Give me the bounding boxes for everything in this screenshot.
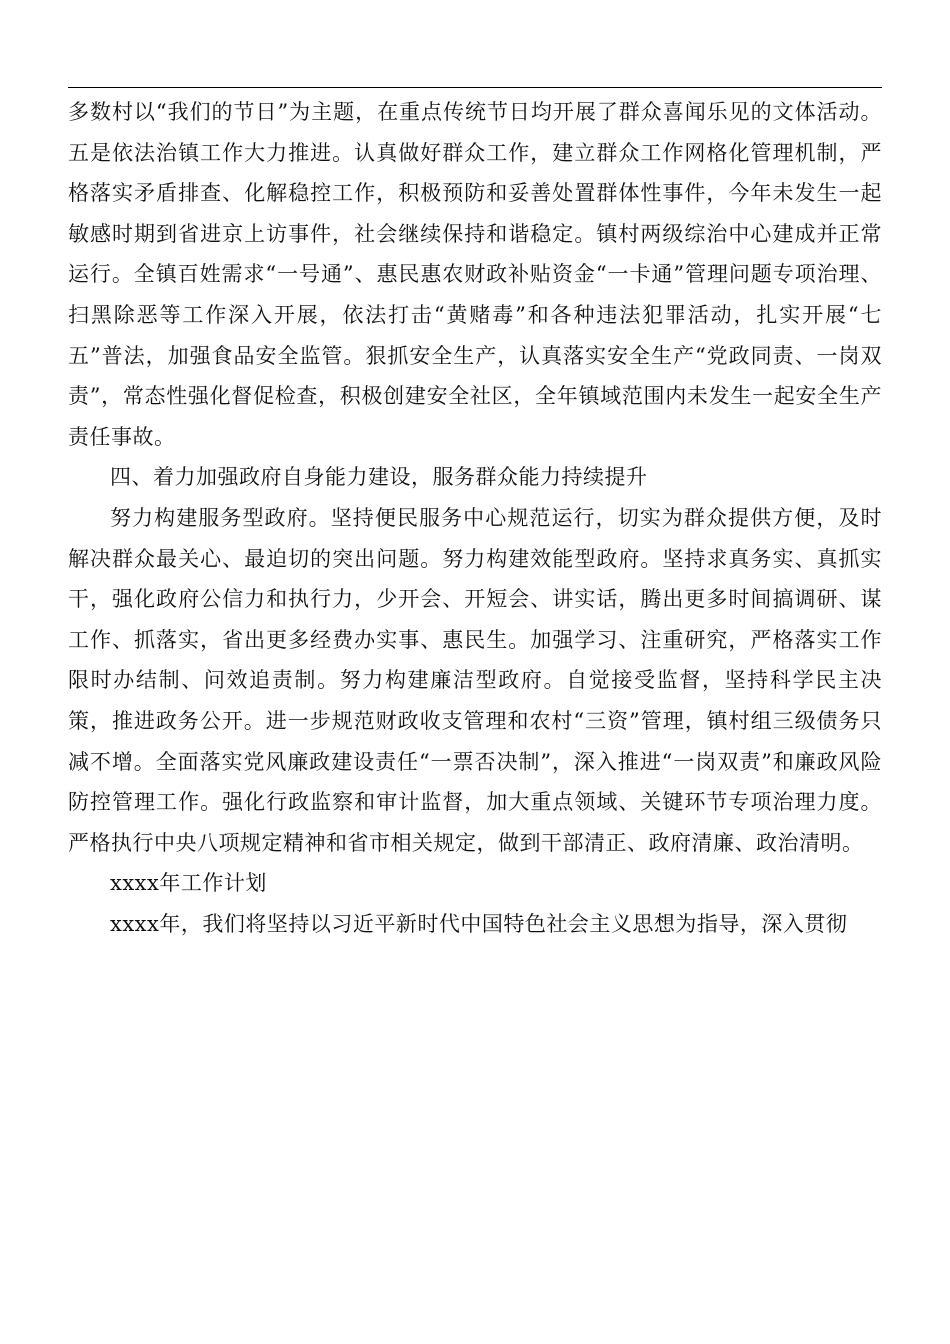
header-rule: [68, 87, 882, 88]
document-body: [68, 92, 882, 944]
section-heading-government-capacity: 四、着力加强政府自身能力建设，服务群众能力持续提升: [110, 465, 648, 490]
paragraph-service-oriented-government: 努力构建服务型政府。坚持便民服务中心规范运行，切实为群众提供方便，及时解决群众最关心、最迫切的突出问题。努力构建效能型政府。坚持求真务实、真抓实干，强化政府公信力和执行力，少开会、开短会、讲实话，腾出更多时间搞调研、谋工作、抓落实，省出更多经费办实事、惠民生。加强学习、注重研究，严格落实工作限时办结制、问效追责制。努力构建廉洁型政府。自觉接受监督，坚持科学民主决策，推进政务公开。进一步规范财政收支管理和农村“三资”管理，镇村组三级债务只减不增。全面落实党风廉政建设责任“一票否决制”，深入推进“一岗双责”和廉政风险防控管理工作。强化行政监察和审计监督，加大重点领域、关键环节专项治理力度。严格执行中央八项规定精神和省市相关规定，做到干部清正、政府清廉、政治清明。: [68, 505, 882, 855]
section-heading-work-plan: xxxx年工作计划: [110, 871, 267, 896]
paragraph-work-plan-intro: xxxx年，我们将坚持以习近平新时代中国特色社会主义思想为指导，深入贯彻: [110, 911, 848, 936]
paragraph-village-festivals-and-rule-of-law: 多数村以“我们的节日”为主题，在重点传统节日均开展了群众喜闻乐见的文体活动。五是依法治镇工作大力推进。认真做好群众工作，建立群众工作网格化管理机制，严格落实矛盾排查、化解稳控工作，积极预防和妥善处置群体性事件，今年未发生一起敏感时期到省进京上访事件，社会继续保持和谐稳定。镇村两级综治中心建成并正常运行。全镇百姓需求“一号通”、惠民惠农财政补贴资金“一卡通”管理问题专项治理、扫黑除恶等工作深入开展，依法打击“黄赌毒”和各种违法犯罪活动，扎实开展“七五”普法，加强食品安全监管。狠抓安全生产，认真落实安全生产“党政同责、一岗双责”，常态性强化督促检查，积极创建安全社区，全年镇域范围内未发生一起安全生产责任事故。: [68, 100, 882, 449]
